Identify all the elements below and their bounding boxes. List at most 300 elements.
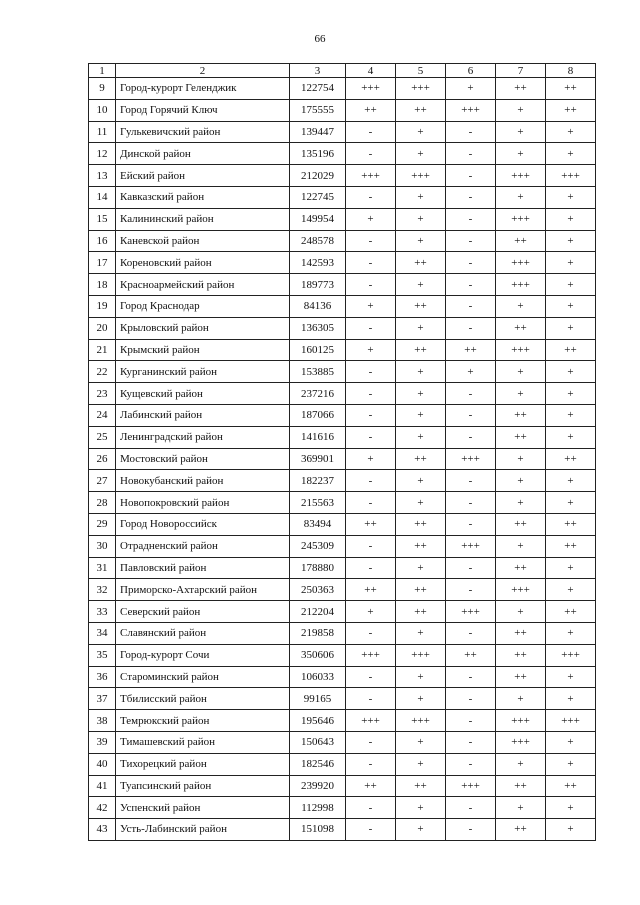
rating-col-5: + [396,208,446,230]
rating-col-4: ++ [346,513,396,535]
rating-col-6: - [446,819,496,841]
rating-col-5: ++ [396,535,446,557]
rating-col-5: ++ [396,99,446,121]
table-row [89,644,596,666]
rating-col-4: - [346,274,396,296]
table-row [89,797,596,819]
rating-col-5: + [396,426,446,448]
rating-col-6: - [446,797,496,819]
rating-col-7: + [496,99,546,121]
rating-col-5: + [396,230,446,252]
district-name: Кавказский район [116,186,290,208]
rating-col-7: +++ [496,208,546,230]
table-row [89,710,596,732]
rating-col-6: - [446,513,496,535]
district-name: Отрадненский район [116,535,290,557]
rating-col-6: + [446,361,496,383]
rating-col-7: + [496,121,546,143]
rating-col-7: +++ [496,339,546,361]
rating-col-7: + [496,383,546,405]
rating-col-5: +++ [396,165,446,187]
district-name: Динской район [116,143,290,165]
row-number: 13 [89,165,116,187]
rating-col-5: ++ [396,601,446,623]
rating-col-7: +++ [496,710,546,732]
rating-col-7: ++ [496,819,546,841]
rating-col-5: + [396,121,446,143]
rating-col-6: +++ [446,535,496,557]
rating-col-6: - [446,186,496,208]
rating-col-7: +++ [496,579,546,601]
rating-col-4: + [346,601,396,623]
rating-col-4: ++ [346,775,396,797]
population-value: 182237 [290,470,346,492]
district-name: Темрюкский район [116,710,290,732]
population-value: 141616 [290,426,346,448]
population-value: 187066 [290,404,346,426]
rating-col-7: ++ [496,426,546,448]
row-number: 34 [89,622,116,644]
rating-col-6: - [446,579,496,601]
district-name: Новопокровский район [116,492,290,514]
rating-col-7: ++ [496,622,546,644]
rating-col-6: + [446,78,496,100]
rating-col-5: + [396,731,446,753]
rating-col-8: ++ [546,775,596,797]
rating-col-8: + [546,404,596,426]
table-row [89,426,596,448]
rating-col-8: + [546,208,596,230]
population-value: 350606 [290,644,346,666]
rating-col-6: - [446,121,496,143]
rating-col-6: ++ [446,339,496,361]
rating-col-5: +++ [396,78,446,100]
row-number: 12 [89,143,116,165]
row-number: 19 [89,295,116,317]
rating-col-4: + [346,208,396,230]
table-row [89,753,596,775]
row-number: 40 [89,753,116,775]
district-name: Город Новороссийск [116,513,290,535]
table-row [89,688,596,710]
rating-col-4: - [346,317,396,339]
district-name: Северский район [116,601,290,623]
rating-col-7: + [496,470,546,492]
row-number: 29 [89,513,116,535]
district-name: Приморско-Ахтарский район [116,579,290,601]
rating-col-8: +++ [546,165,596,187]
rating-col-6: - [446,230,496,252]
rating-col-5: + [396,492,446,514]
population-value: 153885 [290,361,346,383]
rating-col-7: ++ [496,644,546,666]
district-name: Славянский район [116,622,290,644]
rating-col-5: ++ [396,579,446,601]
population-value: 112998 [290,797,346,819]
rating-col-5: + [396,186,446,208]
rating-col-6: - [446,710,496,732]
rating-col-4: - [346,426,396,448]
rating-col-6: - [446,492,496,514]
rating-col-4: - [346,230,396,252]
rating-col-7: + [496,492,546,514]
rating-col-6: - [446,470,496,492]
table-row [89,165,596,187]
rating-col-8: ++ [546,513,596,535]
rating-col-4: + [346,448,396,470]
rating-col-5: ++ [396,775,446,797]
district-name: Тихорецкий район [116,753,290,775]
rating-col-8: + [546,492,596,514]
row-number: 32 [89,579,116,601]
rating-col-7: + [496,797,546,819]
column-header: 7 [496,64,546,78]
row-number: 14 [89,186,116,208]
population-value: 122745 [290,186,346,208]
row-number: 17 [89,252,116,274]
district-name: Ейский район [116,165,290,187]
rating-col-8: +++ [546,710,596,732]
rating-col-4: - [346,557,396,579]
rating-col-4: +++ [346,644,396,666]
rating-col-4: - [346,688,396,710]
population-value: 245309 [290,535,346,557]
rating-col-7: + [496,295,546,317]
row-number: 37 [89,688,116,710]
population-value: 175555 [290,99,346,121]
rating-col-6: - [446,557,496,579]
rating-col-4: + [346,295,396,317]
row-number: 35 [89,644,116,666]
rating-col-8: + [546,274,596,296]
district-name: Город-курорт Сочи [116,644,290,666]
rating-col-5: + [396,666,446,688]
rating-col-7: ++ [496,513,546,535]
rating-col-5: +++ [396,644,446,666]
rating-col-5: + [396,557,446,579]
population-value: 212029 [290,165,346,187]
table-row [89,557,596,579]
rating-col-8: ++ [546,99,596,121]
district-name: Крымский район [116,339,290,361]
rating-col-6: - [446,666,496,688]
row-number: 41 [89,775,116,797]
table-row [89,579,596,601]
table-row [89,666,596,688]
population-value: 212204 [290,601,346,623]
rating-col-6: - [446,143,496,165]
header-row [89,64,596,78]
rating-col-8: + [546,753,596,775]
population-value: 248578 [290,230,346,252]
table-row [89,143,596,165]
rating-col-6: - [446,274,496,296]
rating-col-4: - [346,819,396,841]
rating-col-4: - [346,666,396,688]
rating-col-5: + [396,143,446,165]
row-number: 26 [89,448,116,470]
rating-col-7: + [496,186,546,208]
row-number: 23 [89,383,116,405]
rating-col-5: + [396,317,446,339]
district-name: Павловский район [116,557,290,579]
district-name: Город Горячий Ключ [116,99,290,121]
rating-col-8: ++ [546,601,596,623]
rating-col-6: +++ [446,99,496,121]
column-header: 2 [116,64,290,78]
population-value: 106033 [290,666,346,688]
population-value: 136305 [290,317,346,339]
rating-col-8: + [546,470,596,492]
rating-col-8: + [546,622,596,644]
rating-col-7: + [496,448,546,470]
rating-col-5: + [396,797,446,819]
population-value: 219858 [290,622,346,644]
rating-col-4: - [346,731,396,753]
table-row [89,404,596,426]
rating-col-7: +++ [496,165,546,187]
table-row [89,317,596,339]
rating-col-7: + [496,601,546,623]
rating-col-8: + [546,121,596,143]
rating-col-6: - [446,688,496,710]
table-row [89,295,596,317]
rating-col-7: ++ [496,230,546,252]
column-header: 6 [446,64,496,78]
row-number: 21 [89,339,116,361]
district-name: Туапсинский район [116,775,290,797]
table-row [89,535,596,557]
rating-col-8: + [546,797,596,819]
rating-col-4: - [346,797,396,819]
rating-col-5: +++ [396,710,446,732]
table-row [89,99,596,121]
row-number: 42 [89,797,116,819]
table-row [89,383,596,405]
rating-col-7: ++ [496,775,546,797]
table-row [89,78,596,100]
rating-col-4: - [346,404,396,426]
rating-col-8: + [546,295,596,317]
rating-col-6: +++ [446,448,496,470]
rating-col-5: + [396,404,446,426]
rating-col-6: - [446,753,496,775]
rating-col-5: ++ [396,339,446,361]
population-value: 149954 [290,208,346,230]
population-value: 160125 [290,339,346,361]
rating-col-6: - [446,404,496,426]
population-value: 239920 [290,775,346,797]
table-row [89,731,596,753]
table-row [89,470,596,492]
district-name: Кореновский район [116,252,290,274]
rating-col-4: - [346,143,396,165]
rating-col-8: + [546,819,596,841]
row-number: 22 [89,361,116,383]
population-value: 151098 [290,819,346,841]
district-table [88,63,596,841]
population-value: 83494 [290,513,346,535]
district-name: Крыловский район [116,317,290,339]
population-value: 178880 [290,557,346,579]
rating-col-8: ++ [546,448,596,470]
rating-col-5: + [396,753,446,775]
rating-col-4: - [346,622,396,644]
rating-col-8: ++ [546,339,596,361]
column-header: 8 [546,64,596,78]
rating-col-7: + [496,361,546,383]
rating-col-7: ++ [496,78,546,100]
rating-col-8: + [546,230,596,252]
rating-col-4: - [346,361,396,383]
district-name: Новокубанский район [116,470,290,492]
rating-col-4: - [346,186,396,208]
rating-col-8: ++ [546,535,596,557]
rating-col-4: - [346,753,396,775]
row-number: 16 [89,230,116,252]
rating-col-5: ++ [396,295,446,317]
row-number: 43 [89,819,116,841]
rating-col-6: - [446,622,496,644]
rating-col-5: + [396,361,446,383]
district-name: Красноармейский район [116,274,290,296]
population-value: 182546 [290,753,346,775]
district-name: Гулькевичский район [116,121,290,143]
rating-col-6: - [446,317,496,339]
rating-col-8: + [546,361,596,383]
rating-col-7: +++ [496,274,546,296]
rating-col-4: - [346,383,396,405]
rating-col-6: - [446,731,496,753]
rating-col-4: - [346,252,396,274]
rating-col-4: + [346,339,396,361]
row-number: 15 [89,208,116,230]
rating-col-4: - [346,492,396,514]
rating-col-7: + [496,688,546,710]
rating-col-8: + [546,731,596,753]
rating-col-7: + [496,143,546,165]
rating-col-4: +++ [346,78,396,100]
rating-col-4: - [346,470,396,492]
district-name: Курганинский район [116,361,290,383]
row-number: 27 [89,470,116,492]
rating-col-4: +++ [346,165,396,187]
population-value: 250363 [290,579,346,601]
district-name: Тбилисский район [116,688,290,710]
row-number: 24 [89,404,116,426]
row-number: 33 [89,601,116,623]
rating-col-5: ++ [396,252,446,274]
table-row [89,819,596,841]
column-header: 5 [396,64,446,78]
rating-col-5: ++ [396,513,446,535]
rating-col-5: + [396,819,446,841]
district-name: Город-курорт Геленджик [116,78,290,100]
rating-col-4: ++ [346,99,396,121]
rating-col-6: +++ [446,601,496,623]
rating-col-6: - [446,208,496,230]
column-header: 1 [89,64,116,78]
table-row [89,492,596,514]
table-row [89,121,596,143]
rating-col-7: +++ [496,731,546,753]
rating-col-8: ++ [546,78,596,100]
population-value: 195646 [290,710,346,732]
table-row [89,775,596,797]
table-row [89,448,596,470]
rating-col-4: - [346,121,396,143]
rating-col-6: - [446,295,496,317]
table-row [89,208,596,230]
rating-col-8: + [546,317,596,339]
rating-col-5: ++ [396,448,446,470]
rating-col-7: ++ [496,317,546,339]
table-row [89,339,596,361]
population-value: 237216 [290,383,346,405]
district-name: Каневской район [116,230,290,252]
rating-col-8: + [546,426,596,448]
table-row [89,186,596,208]
rating-col-7: ++ [496,666,546,688]
row-number: 11 [89,121,116,143]
district-name: Староминский район [116,666,290,688]
rating-col-8: + [546,143,596,165]
district-name: Ленинградский район [116,426,290,448]
population-value: 142593 [290,252,346,274]
rating-col-4: - [346,535,396,557]
rating-col-4: +++ [346,710,396,732]
district-name: Лабинский район [116,404,290,426]
row-number: 18 [89,274,116,296]
rating-col-6: ++ [446,644,496,666]
table-row [89,274,596,296]
rating-col-7: ++ [496,557,546,579]
rating-col-8: +++ [546,644,596,666]
table-row [89,230,596,252]
rating-col-6: - [446,165,496,187]
rating-col-8: + [546,666,596,688]
rating-col-6: - [446,426,496,448]
row-number: 31 [89,557,116,579]
population-value: 84136 [290,295,346,317]
population-value: 135196 [290,143,346,165]
row-number: 30 [89,535,116,557]
population-value: 122754 [290,78,346,100]
rating-col-6: - [446,383,496,405]
rating-col-7: + [496,535,546,557]
table-row [89,361,596,383]
rating-col-8: + [546,252,596,274]
rating-col-8: + [546,557,596,579]
rating-col-7: + [496,753,546,775]
rating-col-8: + [546,688,596,710]
table-row [89,601,596,623]
table-row [89,513,596,535]
rating-col-7: +++ [496,252,546,274]
row-number: 9 [89,78,116,100]
population-value: 189773 [290,274,346,296]
district-name: Тимашевский район [116,731,290,753]
rating-col-5: + [396,622,446,644]
rating-col-8: + [546,383,596,405]
page-number: 66 [314,33,326,45]
rating-col-5: + [396,688,446,710]
district-name: Усть-Лабинский район [116,819,290,841]
rating-col-8: + [546,579,596,601]
rating-col-5: + [396,383,446,405]
rating-col-4: ++ [346,579,396,601]
column-header: 3 [290,64,346,78]
